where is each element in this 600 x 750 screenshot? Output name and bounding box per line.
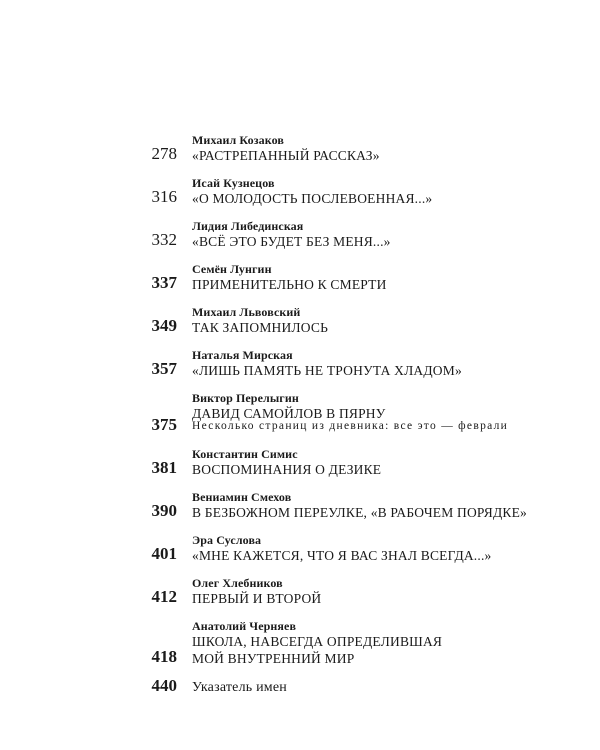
entry-page-number: 337 [151,273,177,292]
entry-author: Анатолий Черняев [192,619,297,633]
entry-page-number: 375 [151,415,177,434]
entry-page-number: 357 [151,359,177,378]
entry-title: ТАК ЗАПОМНИЛОСЬ [192,320,329,335]
entry-author: Михаил Козаков [192,133,284,147]
entry-title: ПРИМЕНИТЕЛЬНО К СМЕРТИ [192,277,387,292]
entry-page-number: 390 [151,501,177,520]
entry-title-line-1: ШКОЛА, НАВСЕГДА ОПРЕДЕЛИВШАЯ [192,634,443,649]
entry-author: Лидия Либединская [192,219,304,233]
index-label: Указатель имен [192,680,287,695]
entry-title: ПЕРВЫЙ И ВТОРОЙ [192,591,322,606]
entry-page-number: 349 [151,316,177,335]
entry-author: Эра Суслова [192,533,262,547]
entry-title: ВОСПОМИНАНИЯ О ДЕЗИКЕ [192,462,382,477]
entry-title: «О МОЛОДОСТЬ ПОСЛЕВОЕННАЯ...» [192,191,433,206]
entry-title-line-2: МОЙ ВНУТРЕННИЙ МИР [192,651,355,666]
entry-title: В БЕЗБОЖНОМ ПЕРЕУЛКЕ, «В РАБОЧЕМ ПОРЯДКЕ» [192,505,527,520]
entry-subtitle: Несколько страниц из дневника: все это — феврали [192,420,509,432]
entry-author: Наталья Мирская [192,348,293,362]
entry-page-number: 316 [151,187,177,206]
entry-title: «РАСТРЕПАННЫЙ РАССКАЗ» [192,148,380,163]
entry-page-number: 278 [151,144,177,163]
entry-title: «ВСЁ ЭТО БУДЕТ БЕЗ МЕНЯ...» [192,234,391,249]
entry-author: Исай Кузнецов [192,176,275,190]
entry-page-number: 381 [151,458,177,477]
entry-author: Константин Симис [192,447,298,461]
entry-page-number: 332 [151,230,177,249]
entry-page-number: 412 [151,587,177,606]
index-page-number: 440 [151,676,177,695]
entry-author: Вениамин Смехов [192,490,292,504]
entry-title: «ЛИШЬ ПАМЯТЬ НЕ ТРОНУТА ХЛАДОМ» [192,363,462,378]
entry-author: Виктор Перелыгин [192,391,299,405]
entry-author: Семён Лунгин [192,262,272,276]
entry-page-number: 418 [151,647,177,666]
entry-author: Олег Хлебников [192,576,283,590]
entry-title: ДАВИД САМОЙЛОВ В ПЯРНУ [192,406,386,421]
entry-author: Михаил Львовский [192,305,301,319]
entry-page-number: 401 [151,544,177,563]
entry-title: «МНЕ КАЖЕТСЯ, ЧТО Я ВАС ЗНАЛ ВСЕГДА...» [192,548,492,563]
